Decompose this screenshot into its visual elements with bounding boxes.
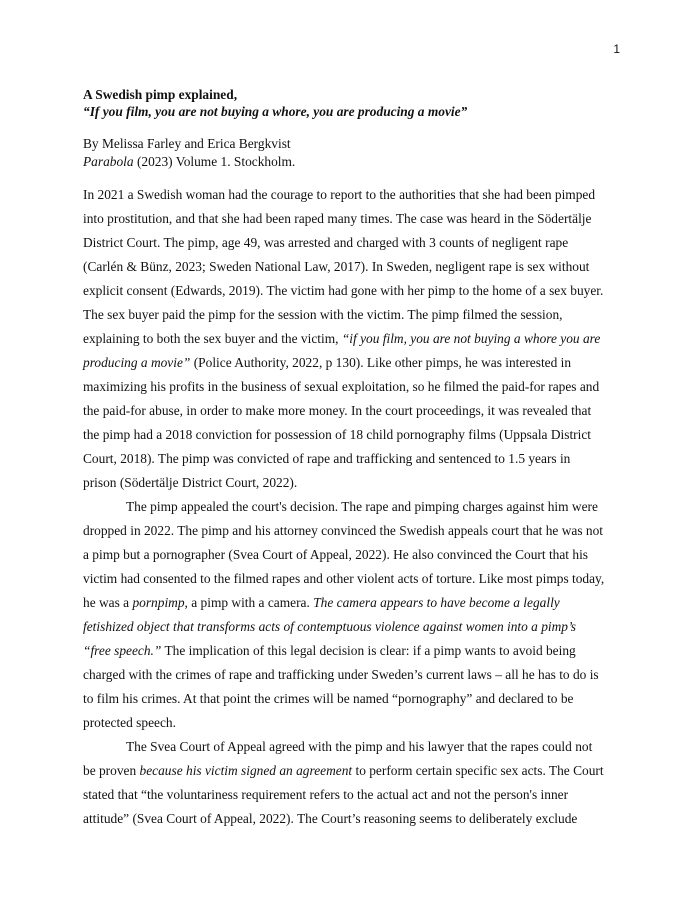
text-run: be proven xyxy=(83,763,140,778)
text-run: The implication of this legal decision is clear: if a pimp wants to avoid being xyxy=(161,643,576,658)
paragraph-2-line: fetishized object that transforms acts of contemptuous violence against women into a pimp’s xyxy=(83,619,576,634)
paragraph-3-line: The Svea Court of Appeal agreed with the pimp and his lawyer that the rapes could not xyxy=(126,739,593,754)
paragraph-1-line xyxy=(83,327,623,351)
paragraph-1-line: maximizing his profits in the business of sexual exploitation, so he filmed the paid-for rapes and xyxy=(83,379,600,394)
publication-info xyxy=(83,153,623,171)
article-body xyxy=(83,183,623,831)
paragraph-1-line: District Court. The pimp, age 49, was arrested and charged with 3 counts of negligent rape xyxy=(83,235,569,250)
paragraph-2-line xyxy=(83,639,623,663)
paragraph-1-line: (Carlén & Bünz, 2023; Sweden National Law, 2017). In Sweden, negligent rape is sex without xyxy=(83,259,590,274)
text-run: explaining to both the sex buyer and the victim, xyxy=(83,331,342,346)
paragraph-2-line: victim had consented to the filmed rapes and other violent acts of torture. Like most pimps today, xyxy=(83,571,605,586)
paragraph-2-line: The pimp appealed the court's decision. The rape and pimping charges against him were xyxy=(126,499,598,514)
quote-italic: producing a movie” xyxy=(83,355,191,370)
paragraph-2-line: protected speech. xyxy=(83,715,176,730)
text-run: , a pimp with a camera. xyxy=(184,595,314,610)
paragraph-2-line: charged with the crimes of rape and trafficking under Sweden’s current laws – all he has to do is xyxy=(83,667,599,682)
paragraph-2-line: a pimp but a pornographer (Svea Court of Appeal, 2022). He also convinced the Court that his xyxy=(83,547,589,562)
byline xyxy=(83,135,623,171)
paragraph-1-line: the pimp had a 2018 conviction for possession of 18 child pornography films (Uppsala District xyxy=(83,427,592,442)
quote-italic: “if you film, you are not buying a whore you are xyxy=(341,331,601,346)
paragraph-3-line: stated that “the voluntariness requirement refers to the actual act and not the person's inner xyxy=(83,787,569,802)
paragraph-2-line xyxy=(83,591,623,615)
paragraph-3-line xyxy=(83,759,623,783)
paragraph-2-line: to film his crimes. At that point the crimes will be named “pornography” and declared to be xyxy=(83,691,574,706)
title-line-1: A Swedish pimp explained, xyxy=(83,87,238,102)
paragraph-1-line: explicit consent (Edwards, 2019). The victim had gone with her pimp to the home of a sex buyer. xyxy=(83,283,604,298)
paragraph-2-line: dropped in 2022. The pimp and his attorney convinced the Swedish appeals court that he was not xyxy=(83,523,604,538)
paragraph-1-line: In 2021 a Swedish woman had the courage to report to the authorities that she had been pimped xyxy=(83,187,596,202)
emphasis-italic: The camera appears to have become a legally xyxy=(313,595,560,610)
paragraph-1-line xyxy=(83,351,623,375)
paragraph-1-line: Court, 2018). The pimp was convicted of rape and trafficking and sentenced to 1.5 years in xyxy=(83,451,571,466)
paragraph-1-line: The sex buyer paid the pimp for the session with the victim. The pimp filmed the session, xyxy=(83,307,563,322)
text-run: (Police Authority, 2022, p 130). Like other pimps, he was interested in xyxy=(190,355,572,370)
text-run: to perform certain specific sex acts. The Court xyxy=(352,763,604,778)
title-line-2: “If you film, you are not buying a whore, you are producing a movie” xyxy=(83,104,468,119)
journal-name: Parabola xyxy=(83,154,134,169)
article-title xyxy=(83,86,623,120)
paragraph-1-line: into prostitution, and that she had been raped many times. The case was heard in the Södertälje xyxy=(83,211,592,226)
emphasis-italic: because his victim signed an agreement xyxy=(139,763,353,778)
authors: By Melissa Farley and Erica Bergkvist xyxy=(83,136,291,151)
emphasis-italic: pornpimp xyxy=(132,595,185,610)
paragraph-1-line: prison (Södertälje District Court, 2022). xyxy=(83,475,298,490)
paragraph-1-line: the paid-for abuse, in order to make more money. In the court proceedings, it was revealed that xyxy=(83,403,592,418)
paragraph-3-line: attitude” (Svea Court of Appeal, 2022). The Court’s reasoning seems to deliberately exclude xyxy=(83,811,578,826)
emphasis-italic: “free speech.” xyxy=(83,643,162,658)
page-number: 1 xyxy=(613,42,620,56)
publication-details: (2023) Volume 1. Stockholm. xyxy=(133,154,296,169)
text-run: he was a xyxy=(83,595,133,610)
